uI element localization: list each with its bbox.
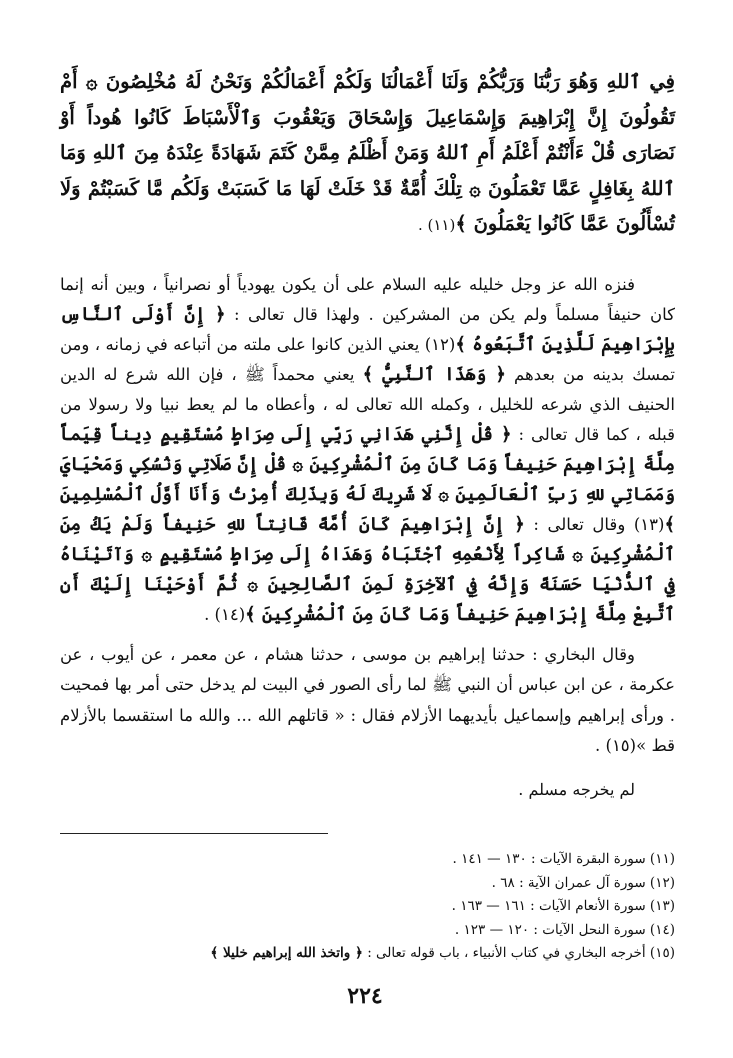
footnote-15-text: (١٥) أخرجه البخاري في كتاب الأنبياء ، باب قوله تعالى : [367, 945, 675, 961]
text-segment: (١٤) . [204, 604, 246, 624]
footnote-13: (١٣) سورة الأنعام الآيات : ١٦١ — ١٦٣ . [451, 898, 675, 914]
text-segment: يعني محمداً ﷺ ، فإن الله شرع له الدين الحنيف الذي شرعه للخليل ، وكمله الله تعالى له ، وأعطاه ما لم يعط نبيا ولا رسولا من قبله ، كما قال تعالى : [60, 364, 675, 444]
footnote-12: (١٢) سورة آل عمران الآية : ٦٨ . [491, 874, 675, 891]
page-body [60, 64, 675, 799]
footnotes [60, 848, 675, 966]
footnote-ref-11: (١١) . [417, 216, 456, 234]
footnote-15 [60, 942, 675, 966]
quran-verse-block [60, 64, 675, 244]
verse-text: فِي ٱللهِ وَهُوَ رَبُّنَا وَرَبُّكُمْ وَلَنَا أَعْمَالُنَا وَلَكُمْ أَعْمَالُكُمْ وَنَحْنُ لَهُ مُخْلِصُونَ ۞ أَمْ تَقُولُونَ إِنَّ إِبْرَاهِيمَ وَإِسْمَاعِيلَ وَإِسْحَاقَ وَيَعْقُوبَ وَٱلْأَسْبَاطَ كَانُوا هُوداً أَوْ نَصَارَى قُلْ ءَأَنْتُمْ أَعْلَمُ أَمِ ٱللهُ وَمَنْ أَظْلَمُ مِمَّنْ كَتَمَ شَهَادَةً عِنْدَهُ مِنَ ٱللهِ وَمَا ٱللهُ بِغَافِلٍ عَمَّا تَعْمَلُونَ ۞ تِلْكَ أُمَّةٌ قَدْ خَلَتْ لَهَا مَا كَسَبَتْ وَلَكُم مَّا كَسَبْتُمْ وَلَا تُسْأَلُونَ عَمَّا كَانُوا يَعْمَلُونَ ﴾ [60, 70, 675, 235]
text-segment: فنزه الله عز وجل خليله عليه السلام على أن يكون يهودياً أو نصرانياً ، وبين أنه إنما كان حنيفاً مسلماً ولم يكن من المشركين . ولهذا قال تعالى : [60, 274, 675, 324]
text-segment: (١٣) وقال تعالى : [533, 514, 665, 534]
footnote-15-quote: ﴿ واتخذ الله إبراهيم خليلا ﴾ [210, 945, 363, 961]
paragraph-2: وقال البخاري : حدثنا إبراهيم بن موسى ، حدثنا هشام ، عن معمر ، عن أيوب ، عن عكرمة ، عن ابن عباس أن النبي ﷺ لما رأى الصور في البيت لم يدخل حتى أمر بها فمحيت . ورأى إبراهيم وإسماعيل بأيديهما الأزلام فقال : « قاتلهم الله ... والله ما استقسما بالأزلام قط »(١٥) . [60, 644, 675, 755]
quran-quote: ﴿ إِنَّ أَوْلَى ٱلنَّاسِ بِإِبْرَاهِيمَ لَلَّذِينَ ٱتَّبَعُوهُ ﴾ [60, 303, 675, 355]
text-segment: (١٢) يعني الذين كانوا على ملته من أتباعه في زمانه ، ومن تمسك بدينه من بعدهم [60, 334, 675, 384]
page-number: ٢٢٤ [347, 983, 383, 1009]
footnote-14: (١٤) سورة النحل الآيات : ١٢٠ — ١٢٣ . [454, 921, 675, 938]
footnote-divider [60, 833, 328, 834]
quran-quote: ﴿ قُلْ إِنَّنِي هَدَانِي رَبِّي إِلَى صِرَاطٍ مُسْتَقِيمٍ دِيناً قِيَماً مِلَّةَ إِبْرَاهِيمَ حَنِيفاً وَمَا كَانَ مِنَ ٱلْمُشْرِكِينَ ۞ قُلْ إِنَّ صَلَاتِي وَنُسُكِي وَمَحْيَايَ وَمَمَاتِي للهِ رَبِّ ٱلْعَالَمِينَ ۞ لَا شَرِيكَ لَهُ وَبِذَلِكَ أُمِرْتُ وَأَنَا أَوَّلُ ٱلْمُسْلِمِينَ ﴾ [60, 423, 675, 535]
paragraph-1 [60, 270, 675, 630]
footnote-11: (١١) سورة البقرة الآيات : ١٣٠ — ١٤١ . [452, 851, 675, 867]
note-muslim: لم يخرجه مسلم . [518, 779, 635, 799]
quran-quote: ﴿ وَهَذَا ٱلنَّبِيُّ ﴾ [362, 363, 506, 385]
quran-quote: ﴿ إِنَّ إِبْرَاهِيمَ كَانَ أُمَّةً قَانِتاً للهِ حَنِيفاً وَلَمْ يَكُ مِنَ ٱلْمُشْرِكِينَ ۞ شَاكِراً لِأَنْعُمِهِ ٱجْتَبَاهُ وَهَدَاهُ إِلَى صِرَاطٍ مُسْتَقِيمٍ ۞ وَآتَيْنَاهُ فِي ٱلدُّنْيَا حَسَنَةً وَإِنَّهُ فِي ٱلآخِرَةِ لَمِنَ ٱلصَّالِحِينَ ۞ ثُمَّ أَوْحَيْنَا إِلَيْكَ أَنِ ٱتَّبِعْ مِلَّةَ إِبْرَاهِيمَ حَنِيفاً وَمَا كَانَ مِنَ ٱلْمُشْرِكِينَ ﴾ [60, 513, 675, 625]
